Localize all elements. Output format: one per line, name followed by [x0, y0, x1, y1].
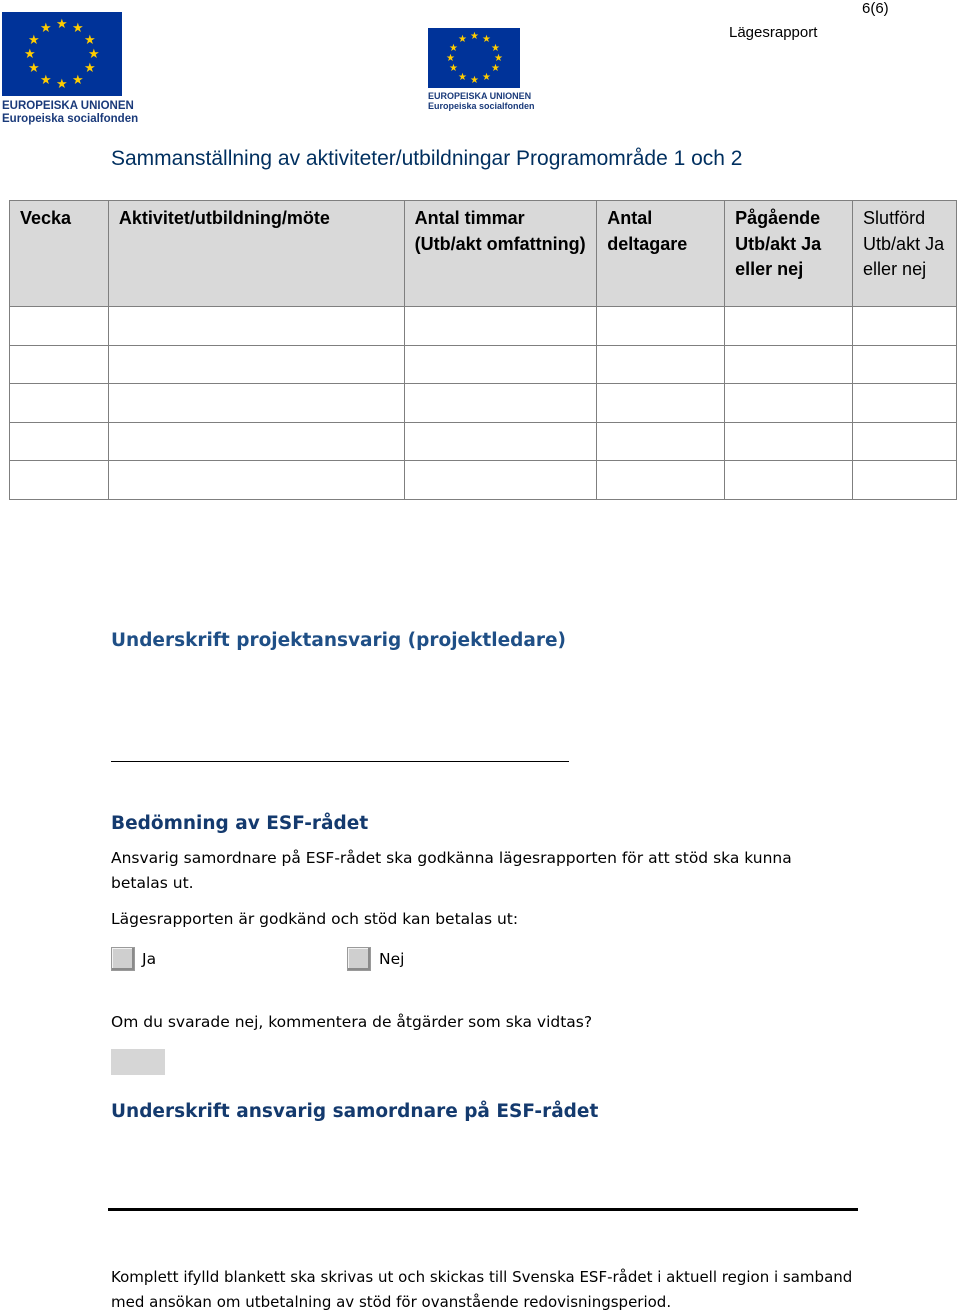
assessment-instruction: Ansvarig samordnare på ESF-rådet ska godkänna lägesrapporten för att stöd ska kunna betalas ut. [111, 849, 792, 892]
table-header-row [10, 201, 957, 307]
table-cell[interactable] [725, 422, 853, 461]
table-cell[interactable] [725, 384, 853, 423]
table-row [10, 422, 957, 461]
approve-no-checkbox[interactable] [347, 947, 371, 971]
eu-logo-small [428, 28, 535, 112]
column-header-week: Vecka [10, 201, 109, 307]
eu-logo-text: EUROPEISKA UNIONEN Europeiska socialfonden [2, 100, 139, 126]
table-row [10, 461, 957, 500]
coordinator-signature-line[interactable] [108, 1208, 858, 1211]
approve-yes-checkbox[interactable] [111, 947, 135, 971]
table-cell[interactable] [404, 307, 597, 346]
eu-logo-large [2, 12, 138, 126]
column-header-completed: Slutförd Utb/akt Ja eller nej [853, 201, 957, 307]
table-cell[interactable] [10, 345, 109, 384]
table-cell[interactable] [108, 345, 404, 384]
table-cell[interactable] [10, 307, 109, 346]
approval-question: Lägesrapporten är godkänd och stöd kan betalas ut: [111, 910, 519, 928]
column-header-hours: Antal timmar (Utb/akt omfattning) [404, 201, 597, 307]
table-cell[interactable] [725, 461, 853, 500]
table-cell[interactable] [597, 384, 725, 423]
eu-flag-icon: ★ ★ ★ ★ ★ ★ ★ ★ ★ ★ ★ ★ [428, 28, 520, 88]
table-cell[interactable] [404, 384, 597, 423]
table-cell[interactable] [725, 307, 853, 346]
footer-note: Komplett ifylld blankett ska skrivas ut och skickas till Svenska ESF-rådet i aktuell region i samband med ansökan om utbetalning av stöd för ovanstående redovisningsperiod. [111, 1268, 853, 1311]
coordinator-signature-heading: Underskrift ansvarig samordnare på ESF-rådet [111, 1101, 599, 1122]
table-cell[interactable] [10, 422, 109, 461]
column-header-ongoing: Pågående Utb/akt Ja eller nej [725, 201, 853, 307]
table-cell[interactable] [108, 422, 404, 461]
project-signature-line[interactable] [111, 761, 569, 762]
page-number: 6(6) [862, 0, 889, 17]
eu-flag-icon: ★ ★ ★ ★ ★ ★ ★ ★ ★ ★ ★ ★ [2, 12, 122, 96]
table-cell[interactable] [597, 345, 725, 384]
table-cell[interactable] [108, 461, 404, 500]
table-cell[interactable] [597, 307, 725, 346]
table-cell[interactable] [404, 461, 597, 500]
table-cell[interactable] [404, 345, 597, 384]
table-cell[interactable] [404, 422, 597, 461]
table-cell[interactable] [108, 307, 404, 346]
table-cell[interactable] [597, 461, 725, 500]
section-title: Sammanställning av aktiviteter/utbildningar Programområde 1 och 2 [111, 147, 743, 170]
table-cell[interactable] [108, 384, 404, 423]
eu-logo-text: EUROPEISKA UNIONEN Europeiska socialfonden [428, 91, 535, 112]
approve-no-label: Nej [379, 950, 405, 968]
table-cell[interactable] [597, 422, 725, 461]
table-cell[interactable] [853, 307, 957, 346]
table-cell[interactable] [10, 384, 109, 423]
table-cell[interactable] [10, 461, 109, 500]
column-header-participants: Antal deltagare [597, 201, 725, 307]
project-signature-heading: Underskrift projektansvarig (projektledare) [111, 630, 566, 651]
table-cell[interactable] [853, 461, 957, 500]
column-header-activity: Aktivitet/utbildning/möte [108, 201, 404, 307]
table-row [10, 384, 957, 423]
table-cell[interactable] [853, 384, 957, 423]
table-row [10, 307, 957, 346]
table-row [10, 345, 957, 384]
activity-summary-table [9, 200, 957, 500]
comment-prompt: Om du svarade nej, kommentera de åtgärder som ska vidtas? [111, 1013, 593, 1031]
approve-yes-label: Ja [142, 950, 157, 968]
table-cell[interactable] [853, 345, 957, 384]
document-title: Lägesrapport [729, 24, 818, 41]
comment-input[interactable] [111, 1049, 165, 1075]
table-cell[interactable] [725, 345, 853, 384]
table-cell[interactable] [853, 422, 957, 461]
assessment-heading: Bedömning av ESF-rådet [111, 813, 369, 834]
